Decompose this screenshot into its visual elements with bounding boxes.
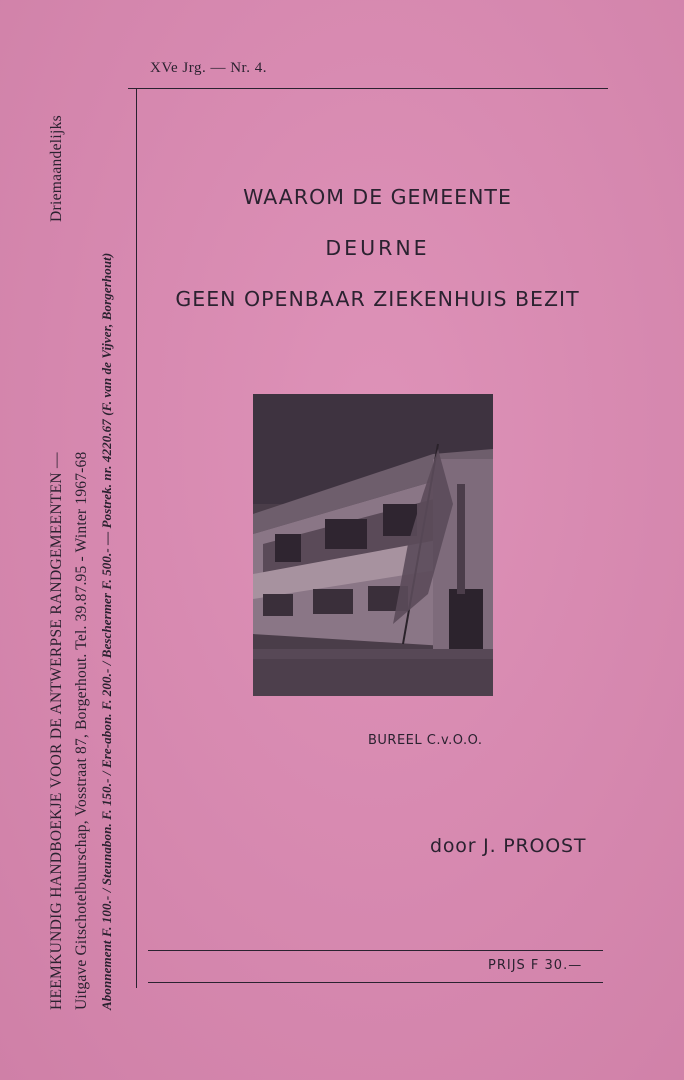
issue-number: XVe Jrg. — Nr. 4. (150, 60, 267, 76)
title-line-2: DEURNE (325, 236, 430, 260)
price-label: PRIJS F 30.— (488, 958, 583, 973)
building-photo (253, 394, 493, 696)
spine-series-title: HEEMKUNDIG HANDBOEKJE VOOR DE ANTWERPSE RANDGEMEENTEN — (48, 452, 65, 1010)
spine-frequency: Driemaandelijks (48, 115, 65, 222)
title-line-1: WAAROM DE GEMEENTE (243, 185, 512, 209)
vertical-rule (136, 88, 137, 988)
spine-line-subscription: Abonnement F. 100.- / Steunabon. F. 150.- / Ere-abon. F. 200.- / Beschermer F. 500.- — Postrek. nr. 4220.67 (F. van de Vijver, Borgerhout) (99, 252, 114, 1010)
building-photo-illustration (253, 394, 493, 696)
spine-text-block (46, 90, 118, 1010)
author-line: door J. PROOST (430, 835, 587, 857)
title-line-3: GEEN OPENBAAR ZIEKENHUIS BEZIT (175, 287, 580, 311)
photo-caption: BUREEL C.v.O.O. (368, 733, 483, 748)
bottom-rule-upper (148, 950, 603, 951)
spine-line-publisher: Uitgave Gitschotelbuurschap, Vosstraat 87, Borgerhout. Tel. 39.87.95 - Winter 1967-68 (73, 451, 90, 1010)
bottom-rule-lower (148, 982, 603, 983)
spine-line-series (46, 115, 68, 1010)
top-rule (128, 88, 608, 89)
